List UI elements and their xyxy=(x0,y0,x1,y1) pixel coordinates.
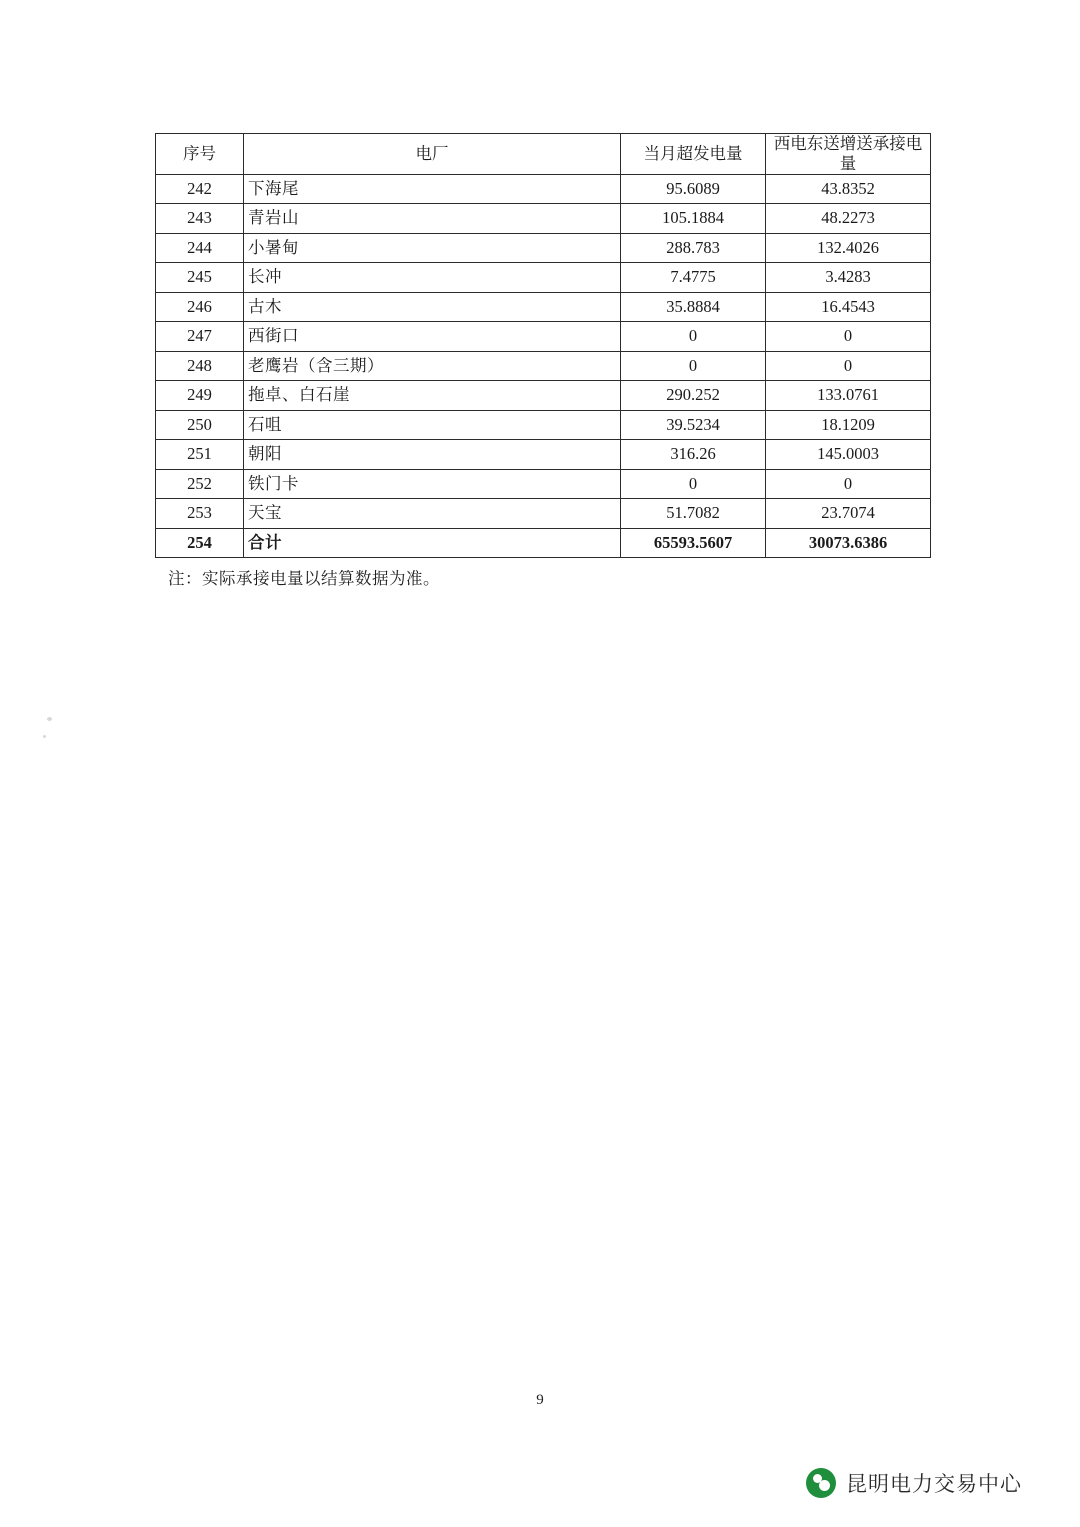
cell-plant: 朝阳 xyxy=(244,440,621,470)
cell-overgeneration: 290.252 xyxy=(621,381,766,411)
cell-accepted-volume: 48.2273 xyxy=(766,204,931,234)
cell-index: 246 xyxy=(156,292,244,322)
cell-overgeneration: 0 xyxy=(621,469,766,499)
cell-overgeneration: 7.4775 xyxy=(621,263,766,293)
cell-index: 254 xyxy=(156,528,244,558)
column-header-plant: 电厂 xyxy=(244,134,621,175)
cell-plant: 天宝 xyxy=(244,499,621,529)
scan-speck xyxy=(47,717,52,721)
cell-plant: 石咀 xyxy=(244,410,621,440)
footer-brand xyxy=(806,1468,1022,1498)
cell-plant: 拖卓、白石崖 xyxy=(244,381,621,411)
cell-index: 251 xyxy=(156,440,244,470)
power-plant-table-container xyxy=(155,133,930,558)
cell-index: 248 xyxy=(156,351,244,381)
cell-index: 245 xyxy=(156,263,244,293)
cell-accepted-volume-total: 30073.6386 xyxy=(766,528,931,558)
cell-accepted-volume: 18.1209 xyxy=(766,410,931,440)
cell-index: 252 xyxy=(156,469,244,499)
cell-accepted-volume: 132.4026 xyxy=(766,233,931,263)
cell-overgeneration: 39.5234 xyxy=(621,410,766,440)
cell-overgeneration: 35.8884 xyxy=(621,292,766,322)
cell-accepted-volume: 23.7074 xyxy=(766,499,931,529)
table-row xyxy=(156,351,931,381)
table-row xyxy=(156,322,931,352)
table-footnote: 注：实际承接电量以结算数据为准。 xyxy=(168,569,440,588)
cell-accepted-volume: 0 xyxy=(766,322,931,352)
cell-index: 253 xyxy=(156,499,244,529)
cell-accepted-volume: 0 xyxy=(766,469,931,499)
table-row xyxy=(156,499,931,529)
table-row xyxy=(156,381,931,411)
cell-index: 249 xyxy=(156,381,244,411)
table-header xyxy=(156,134,931,175)
cell-plant: 长冲 xyxy=(244,263,621,293)
table-row xyxy=(156,410,931,440)
scan-speck xyxy=(43,735,46,738)
cell-accepted-volume: 43.8352 xyxy=(766,174,931,204)
page-number: 9 xyxy=(536,1392,544,1408)
table-row-total xyxy=(156,528,931,558)
cell-overgeneration: 105.1884 xyxy=(621,204,766,234)
table-row xyxy=(156,440,931,470)
cell-plant: 西街口 xyxy=(244,322,621,352)
table-row xyxy=(156,233,931,263)
brand-name: 昆明电力交易中心 xyxy=(846,1472,1022,1496)
cell-index: 247 xyxy=(156,322,244,352)
cell-index: 250 xyxy=(156,410,244,440)
cell-index: 243 xyxy=(156,204,244,234)
column-header-index: 序号 xyxy=(156,134,244,175)
table-row xyxy=(156,204,931,234)
cell-index: 242 xyxy=(156,174,244,204)
cell-plant: 老鹰岩（含三期） xyxy=(244,351,621,381)
cell-plant: 古木 xyxy=(244,292,621,322)
table-row xyxy=(156,263,931,293)
cell-plant: 小暑甸 xyxy=(244,233,621,263)
cell-overgeneration: 0 xyxy=(621,351,766,381)
wechat-logo-icon xyxy=(806,1468,836,1498)
column-header-accepted-volume: 西电东送增送承接电量 xyxy=(766,134,931,175)
table-row xyxy=(156,469,931,499)
cell-overgeneration: 95.6089 xyxy=(621,174,766,204)
table-row xyxy=(156,174,931,204)
cell-overgeneration: 51.7082 xyxy=(621,499,766,529)
cell-plant: 下海尾 xyxy=(244,174,621,204)
cell-overgeneration: 288.783 xyxy=(621,233,766,263)
cell-plant: 铁门卡 xyxy=(244,469,621,499)
cell-overgeneration: 316.26 xyxy=(621,440,766,470)
table-body xyxy=(156,174,931,558)
cell-plant-total-label: 合计 xyxy=(244,528,621,558)
cell-plant: 青岩山 xyxy=(244,204,621,234)
cell-overgeneration-total: 65593.5607 xyxy=(621,528,766,558)
cell-overgeneration: 0 xyxy=(621,322,766,352)
table-header-row xyxy=(156,134,931,175)
cell-accepted-volume: 0 xyxy=(766,351,931,381)
cell-index: 244 xyxy=(156,233,244,263)
cell-accepted-volume: 145.0003 xyxy=(766,440,931,470)
cell-accepted-volume: 3.4283 xyxy=(766,263,931,293)
power-plant-table xyxy=(155,133,931,558)
cell-accepted-volume: 16.4543 xyxy=(766,292,931,322)
cell-accepted-volume: 133.0761 xyxy=(766,381,931,411)
column-header-overgeneration: 当月超发电量 xyxy=(621,134,766,175)
table-row xyxy=(156,292,931,322)
